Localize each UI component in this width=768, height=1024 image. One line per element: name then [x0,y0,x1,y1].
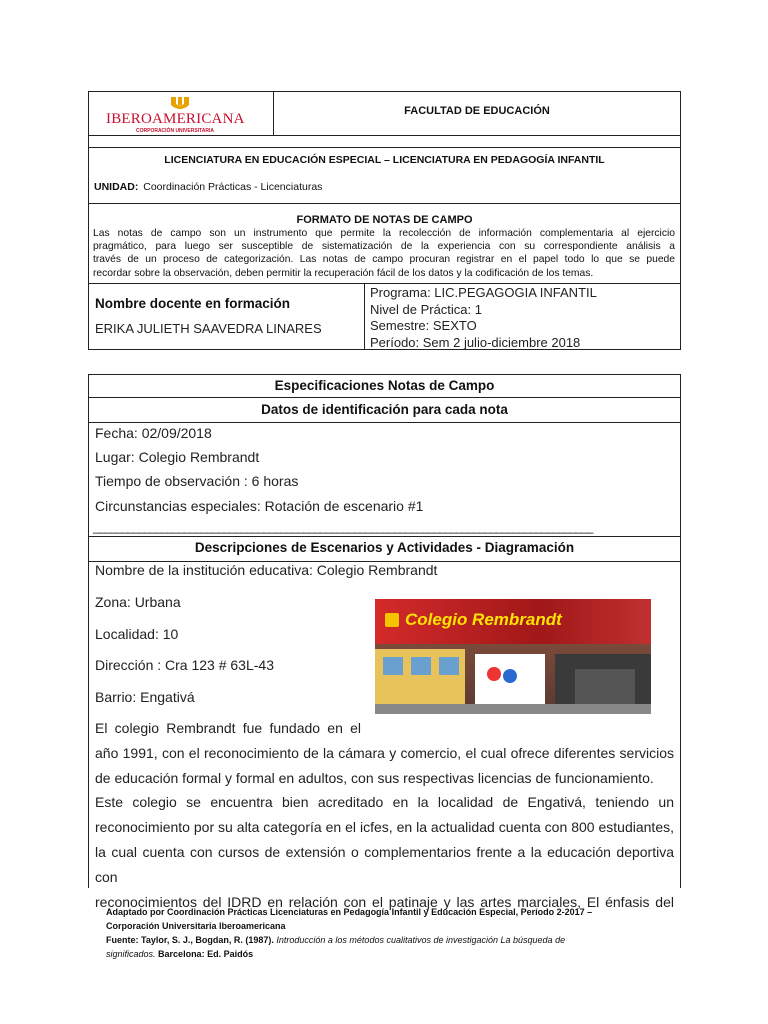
lugar: Lugar: Colegio Rembrandt [95,449,260,465]
footer [106,905,646,961]
program-title: LICENCIATURA EN EDUCACIÓN ESPECIAL – LICENCIATURA EN PEDAGOGÍA INFANTIL [164,154,605,166]
university-logo [103,96,263,132]
institucion: Nombre de la institución educativa: Colegio Rembrandt [95,562,438,578]
id-title: Datos de identificación para cada nota [261,402,508,417]
para-line: reconocimientos del IDRD en relación con el patinaje y las artes marciales, El énfasis del [95,893,674,910]
logo-emblem-icon [169,96,191,112]
description-paragraph [95,716,674,914]
semestre: Semestre: SEXTO [370,318,477,333]
tiempo: Tiempo de observación : 6 horas [95,473,299,489]
direccion: Dirección : Cra 123 # 63L-43 [95,657,274,673]
circunstancias: Circunstancias especiales: Rotación de escenario #1 [95,498,424,514]
docente-label: Nombre docente en formación [95,296,291,311]
spec-title: Especificaciones Notas de Campo [274,378,495,393]
para-line: El colegio Rembrandt fue fundado en el [95,720,361,736]
format-title: FORMATO DE NOTAS DE CAMPO [296,214,473,226]
format-line: pragmático, para luego ser susceptible de sistematización de la experiencia con su correspondiente análisis a [93,241,675,253]
footer-source: Fuente: Taylor, S. J., Bogdan, R. (1987). [106,935,274,945]
faculty-title: FACULTAD DE EDUCACIÓN [404,105,550,117]
format-line: recordar sobre la observación, deben permitir la recuperación fácil de los datos y la codificación de los temas. [93,267,594,279]
header-table [88,91,681,350]
nivel: Nivel de Práctica: 1 [370,301,482,317]
footer-book-title-end: significados. [106,949,156,959]
para-line: año 1991, con el reconocimiento de la cámara y comercio, el cual ofrece diferentes servicios [95,744,674,761]
footer-line-2: Corporación Universitaria Iberoamericana [106,921,286,931]
periodo: Período: Sem 2 julio-diciembre 2018 [370,334,581,350]
desc-title: Descripciones de Escenarios y Actividades - Diagramación [194,540,575,555]
program-info [370,285,597,351]
format-line: través de un proceso de categorización. Las notas de campo procuran registrar en el papel todo lo que se puede [93,254,675,266]
para-line: Este colegio se encuentra bien acreditado en la localidad de Engativá, teniendo un [95,794,674,811]
footer-line-1: Adaptado por Coordinación Prácticas Licenciaturas en Pedagogía Infantil y Educación Especial, Período 2-2017 – [106,907,593,917]
para-line: reconocimiento por su alta categoría en el icfes, en la actualidad cuenta con 800 estudiantes, [95,819,674,836]
format-description [93,227,675,280]
fecha: Fecha: 02/09/2018 [95,425,212,441]
para-line: de educación formal y formal en adultos, con sus respectivas licencias de funcionamiento. [95,769,654,786]
separator: ________________________________________________________________________________________ [93,520,593,534]
format-line: Las notas de campo son un instrumento que permite la recolección de información complementaria al ejercicio [93,228,675,239]
logo-subtext: CORPORACIÓN UNIVERSITARIA [136,128,214,134]
zona: Zona: Urbana [95,594,181,610]
school-photo [375,599,651,714]
barrio: Barrio: Engativá [95,689,195,705]
notes-table [88,374,681,910]
unit-label: UNIDAD: [94,181,139,193]
unit-value: Coordinación Prácticas - Licenciaturas [143,181,323,193]
footer-publisher: Barcelona: Ed. Paidós [158,949,254,959]
localidad: Localidad: 10 [95,626,179,642]
unit-row [94,181,322,193]
logo-text: IBEROAMERICANA [106,111,245,127]
school-sign-text: Colegio Rembrandt [405,610,562,629]
footer-book-title: Introducción a los métodos cualitativos de investigación La búsqueda de [276,935,566,945]
docente-name: ERIKA JULIETH SAAVEDRA LINARES [95,321,322,336]
para-line: la cual cuenta con cursos de extensión o complementarios frente a la educación deportiva con [95,843,674,885]
programa: Programa: LIC.PEGAGOGIA INFANTIL [370,285,597,300]
